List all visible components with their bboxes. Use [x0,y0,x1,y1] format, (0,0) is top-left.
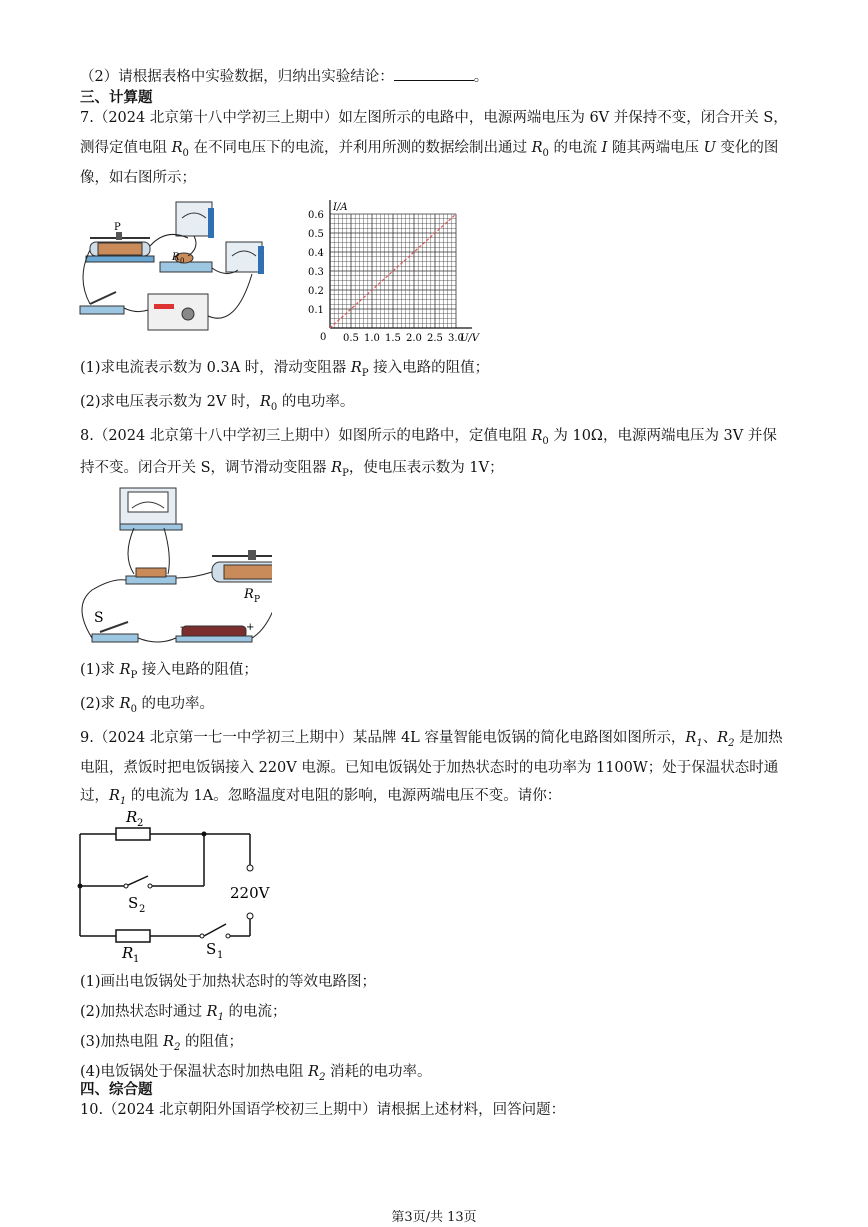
text: 变化的图 [715,140,779,156]
x-tick-label: 1.0 [364,333,380,344]
q8-circuit-figure [72,486,272,656]
text: 的电流为 1A。忽略温度对电阻的影响，电源两端电压不变。请你： [126,788,562,804]
text: 的电流； [223,1004,287,1020]
q9-line-1 [80,728,783,754]
voltage-label: 220V [230,884,270,902]
text: 、 [702,730,718,746]
subscript: 2 [728,737,735,749]
symbol-i: I [601,140,608,156]
q6-conclusion-line [80,66,488,87]
y-tick-label: 0.3 [308,267,324,278]
switch-label: S [94,610,104,626]
rheostat-label: R [244,587,254,602]
text: 在不同电压下的电流，并利用所测的数据绘制出通过 [188,140,532,156]
subscript: 1 [696,737,703,749]
symbol-r: R [119,696,131,712]
x-tick-label: 0.5 [343,333,359,344]
y-tick-label: 0.1 [308,305,324,316]
resistor-label: R [172,252,180,263]
q7-line-2 [80,138,778,164]
rheostat-sub: P [254,595,261,605]
q9-sub-3 [80,1032,243,1058]
symbol-r: R [259,394,271,410]
text: (1)求 [80,662,120,678]
q8-line-2 [80,458,504,484]
symbol-r: R [685,730,697,746]
text: 接入电路的阻值； [368,360,490,376]
q9-schematic [70,806,290,966]
s1-label: S [206,940,217,958]
x-tick-label: 2.0 [406,333,422,344]
symbol-u: U [703,140,716,156]
s1-sub: 1 [217,950,224,961]
y-tick-label: 0.4 [308,248,324,259]
text: 。 [473,69,489,85]
text: (2)加热状态时通过 [80,1004,207,1020]
subscript: P [342,467,349,479]
subscript: P [130,669,138,681]
page-footer: 第3页/共 13页 [391,1210,477,1225]
section-heading-calc: 三、计算题 [80,89,153,106]
subscript: 1 [217,1011,224,1023]
symbol-r: R [717,730,729,746]
text: 随其两端电压 [607,140,704,156]
text: ，使电压表示数为 1V； [348,460,504,476]
q7-line-3: 像，如右图所示； [80,170,196,186]
text: (4)电饭锅处于保温状态时加热电阻 [80,1064,309,1080]
battery-minus: - [180,622,184,633]
symbol-r: R [163,1034,175,1050]
text: 的电功率。 [136,696,215,712]
text: 消耗的电功率。 [325,1064,432,1080]
text: 测得定值电阻 [80,140,172,156]
section-heading-comprehensive: 四、综合题 [80,1081,153,1098]
text: (1)求电流表示数为 0.3A 时，滑动变阻器 [80,360,351,376]
y-tick-label: 0.5 [308,229,324,240]
text: (2)求 [80,696,120,712]
r1-label: R [122,944,134,962]
text: 接入电路的阻值； [137,662,258,678]
origin-label: 0 [320,332,327,343]
text: （2）请根据表格中实验数据，归纳出实验结论： [80,69,394,85]
symbol-r: R [109,788,120,804]
symbol-r: R [531,140,543,156]
resistor-sub: 0 [180,257,185,265]
x-tick-label: 2.5 [427,333,443,344]
r2-sub: 2 [137,818,144,829]
battery-plus: + [246,622,255,633]
text: 的电流 [548,140,602,156]
text: 持不变。闭合开关 S，调节滑动变阻器 [80,460,332,476]
x-tick-label: 3.0 [448,333,464,344]
subscript: P [361,367,369,379]
x-axis-label: U/V [460,333,480,344]
text: (2)求电压表示数为 2V 时， [80,394,260,410]
symbol-r: R [119,662,131,678]
subscript: 2 [174,1041,181,1053]
y-tick-label: 0.2 [308,286,324,297]
text: 9.（2024 北京第一七一中学初三上期中）某品牌 4L 容量智能电饭锅的简化电路图如图所示， [80,730,686,746]
q7-circuit-figure [76,198,276,338]
q9-sub-1: (1)画出电饭锅处于加热状态时的等效电路图； [80,974,377,990]
subscript: 1 [119,795,127,807]
subscript: 2 [319,1071,326,1083]
symbol-r: R [531,428,543,444]
subscript: 0 [270,401,278,413]
text: 8.（2024 北京第十八中学初三上期中）如图所示的电路中，定值电阻 [80,428,532,444]
text: 的阻值； [180,1034,244,1050]
subscript: 0 [542,147,549,159]
answer-blank[interactable] [394,66,474,81]
q8-sub-2 [80,694,214,720]
y-tick-label: 0.6 [308,210,324,221]
rheostat-label: P [114,222,121,233]
q10-line-1: 10.（2024 北京朝阳外国语学校初三上期中）请根据上述材料，回答问题： [80,1102,566,1118]
symbol-r: R [171,140,183,156]
symbol-r: R [206,1004,218,1020]
symbol-r: R [331,460,343,476]
text: 为 10Ω，电源两端电压为 3V 并保 [548,428,777,444]
q7-sub-1 [80,358,489,384]
x-tick-label: 1.5 [385,333,401,344]
symbol-r: R [308,1064,320,1080]
q7-line-1: 7.（2024 北京第十八中学初三上期中）如左图所示的电路中，电源两端电压为 6V 并保持不变，闭合开关 S， [80,110,788,126]
symbol-r: R [350,360,362,376]
s2-label: S [128,894,139,912]
q8-sub-1 [80,660,258,686]
q7-iu-chart [308,196,493,346]
subscript: 0 [182,147,189,159]
text: 是加热 [734,730,783,746]
text: (3)加热电阻 [80,1034,164,1050]
q7-sub-2 [80,392,354,418]
subscript: 0 [130,703,137,715]
q9-sub-2 [80,1002,287,1028]
r2-label: R [126,808,138,826]
subscript: 0 [542,435,549,447]
r1-sub: 1 [133,954,140,965]
y-axis-label: I/A [333,202,348,213]
s2-sub: 2 [139,904,146,915]
q8-line-1 [80,426,777,452]
text: 过， [80,788,109,804]
q9-line-2: 电阻，煮饭时把电饭锅接入 220V 电源。已知电饭锅处于加热状态时的电功率为 1100W；处于保温状态时通 [80,760,779,776]
text: 的电功率。 [277,394,355,410]
